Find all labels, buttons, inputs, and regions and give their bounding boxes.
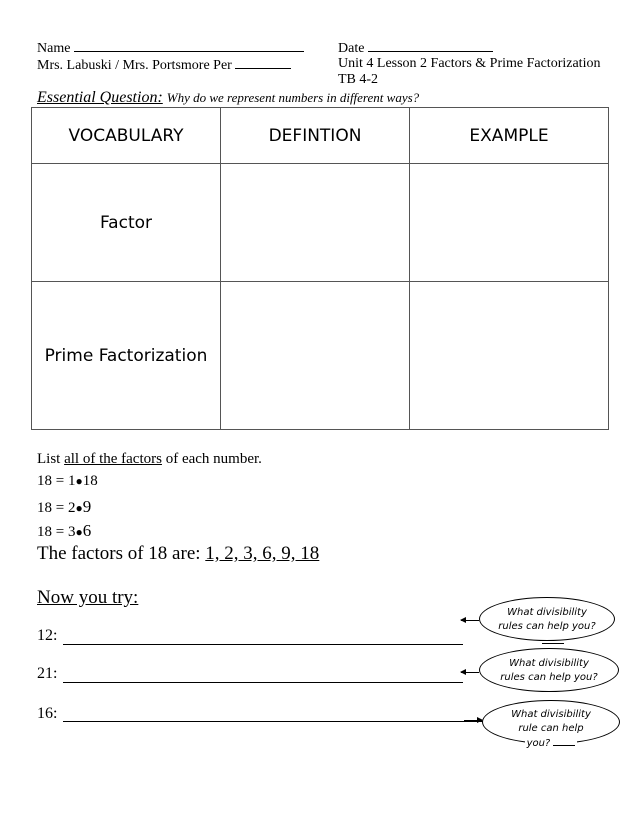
- hint-line: you?: [526, 738, 551, 749]
- hint-line: rules can help you?: [500, 672, 598, 683]
- definition-cell[interactable]: [221, 282, 410, 430]
- answer-line-21[interactable]: [63, 667, 463, 683]
- table-header-row: [32, 108, 609, 164]
- example-cell[interactable]: [410, 282, 609, 430]
- factors-instruction: [37, 451, 262, 468]
- practice-label-12: 12:: [37, 627, 58, 644]
- example-rhs: 18: [82, 473, 98, 489]
- term-factor: Factor: [32, 164, 221, 282]
- example-rhs: 6: [82, 521, 92, 540]
- teacher-line: [37, 56, 291, 74]
- arrow-left-icon: [461, 672, 479, 673]
- instr-underlined: all of the factors: [64, 451, 162, 467]
- example-cell[interactable]: [410, 164, 609, 282]
- tb-code: TB 4-2: [338, 72, 379, 87]
- name-label: Name: [37, 41, 71, 56]
- hint-line: What divisibility: [509, 658, 589, 669]
- table-row: [32, 282, 609, 430]
- hint-line: rule can help: [518, 723, 584, 734]
- vocabulary-table: [31, 107, 609, 430]
- factor-example-2: [37, 497, 91, 517]
- instr-pre: List: [37, 451, 65, 467]
- practice-label-16: 16:: [37, 705, 58, 722]
- divisibility-hint-bubble: [479, 597, 615, 641]
- example-lhs: 18 = 2: [37, 500, 76, 516]
- divisibility-hint-bubble: [482, 700, 620, 749]
- multiply-dot: ●: [75, 474, 83, 488]
- term-prime-factorization: Prime Factorization: [32, 282, 221, 430]
- arrow-right-icon: [464, 720, 482, 721]
- practice-label-21: 21:: [37, 665, 58, 682]
- answer-line-12[interactable]: [63, 629, 463, 645]
- example-lhs: 18 = 3: [37, 524, 76, 540]
- lesson-title: Unit 4 Lesson 2 Factors & Prime Factorization: [338, 56, 601, 71]
- eq-label: Essential Question:: [37, 89, 163, 106]
- summary-value: 1, 2, 3, 6, 9, 18: [205, 543, 320, 564]
- practice-heading: Now you try:: [37, 587, 139, 608]
- definition-cell[interactable]: [221, 164, 410, 282]
- hint-line: rules can help you?: [498, 621, 596, 632]
- hint-line: What divisibility: [511, 709, 591, 720]
- hint-answer-blank[interactable]: [542, 634, 564, 644]
- factor-example-3: [37, 521, 91, 541]
- table-row: [32, 164, 609, 282]
- factors-summary: [37, 543, 319, 565]
- name-field[interactable]: [74, 39, 304, 52]
- example-rhs: 9: [82, 497, 92, 516]
- name-line: [37, 39, 304, 57]
- example-lhs: 18 = 1: [37, 473, 76, 489]
- header-definition: DEFINTION: [221, 108, 410, 164]
- arrow-left-icon: [461, 620, 479, 621]
- date-line: [338, 39, 493, 57]
- answer-line-16[interactable]: [63, 706, 483, 722]
- multiply-dot: ●: [75, 501, 83, 515]
- summary-label: The factors of 18 are:: [37, 543, 206, 564]
- instr-post: of each number.: [161, 451, 262, 467]
- multiply-dot: ●: [75, 525, 83, 539]
- teachers-text: Mrs. Labuski / Mrs. Portsmore Per: [37, 58, 232, 73]
- factor-example-1: [37, 473, 98, 490]
- date-label: Date: [338, 41, 365, 56]
- hint-answer-blank[interactable]: [553, 736, 575, 746]
- divisibility-hint-bubble: [479, 648, 619, 692]
- header-example: EXAMPLE: [410, 108, 609, 164]
- essential-question: [37, 89, 419, 107]
- period-field[interactable]: [235, 56, 291, 69]
- header-vocabulary: VOCABULARY: [32, 108, 221, 164]
- eq-text: Why do we represent numbers in different ways?: [166, 90, 420, 105]
- date-field[interactable]: [368, 39, 493, 52]
- hint-line: What divisibility: [507, 607, 587, 618]
